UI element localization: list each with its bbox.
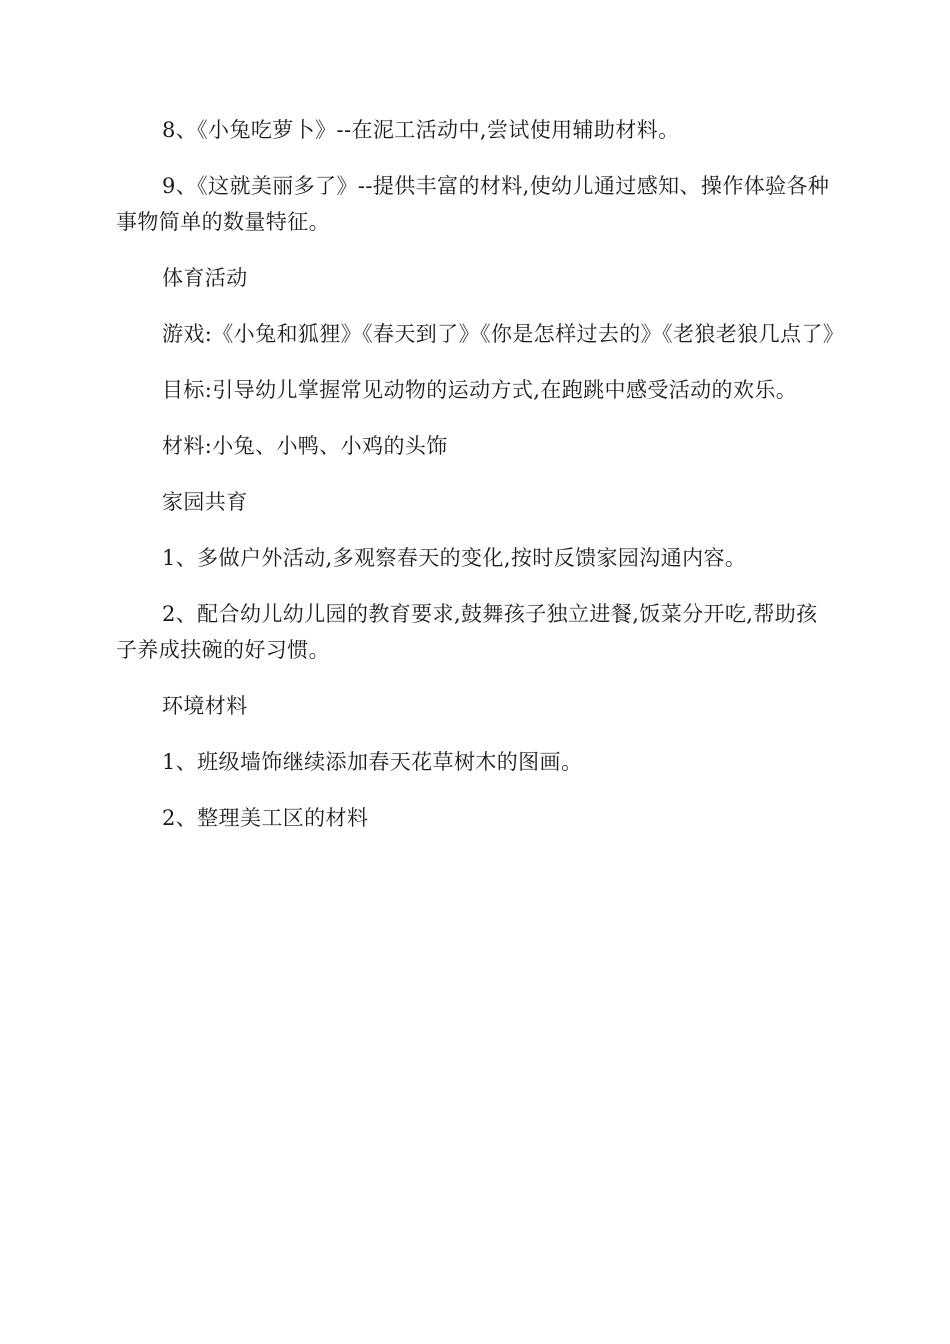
home-school-item-1: 1、多做户外活动,多观察春天的变化,按时反馈家园沟通内容。 [162,546,747,570]
section-heading-home-school: 家园共育 [162,490,248,514]
environment-item-1: 1、班级墙饰继续添加春天花草树木的图画。 [162,750,583,774]
sports-materials: 材料:小兔、小鸭、小鸡的头饰 [162,434,448,458]
environment-item-2: 2、整理美工区的材料 [162,806,369,830]
sports-games: 游戏:《小兔和狐狸》《春天到了》《你是怎样过去的》《老狼老狼几点了》 [162,322,845,346]
home-school-item-2: 2、配合幼儿幼儿园的教育要求,鼓舞孩子独立进餐,饭菜分开吃,帮助孩子养成扶碗的好习惯。 [116,602,818,662]
list-item-clay-activity: 8、《小兔吃萝卜》--在泥工活动中,尝试使用辅助材料。 [162,118,680,142]
sports-goal: 目标:引导幼儿掌握常见动物的运动方式,在跑跳中感受活动的欢乐。 [162,378,798,402]
list-item-material-activity: 9、《这就美丽多了》--提供丰富的材料,使幼儿通过感知、操作体验各种事物简单的数量特征。 [116,174,830,234]
section-heading-environment: 环境材料 [162,694,248,718]
document-body [116,112,845,856]
section-heading-sports: 体育活动 [162,266,248,290]
